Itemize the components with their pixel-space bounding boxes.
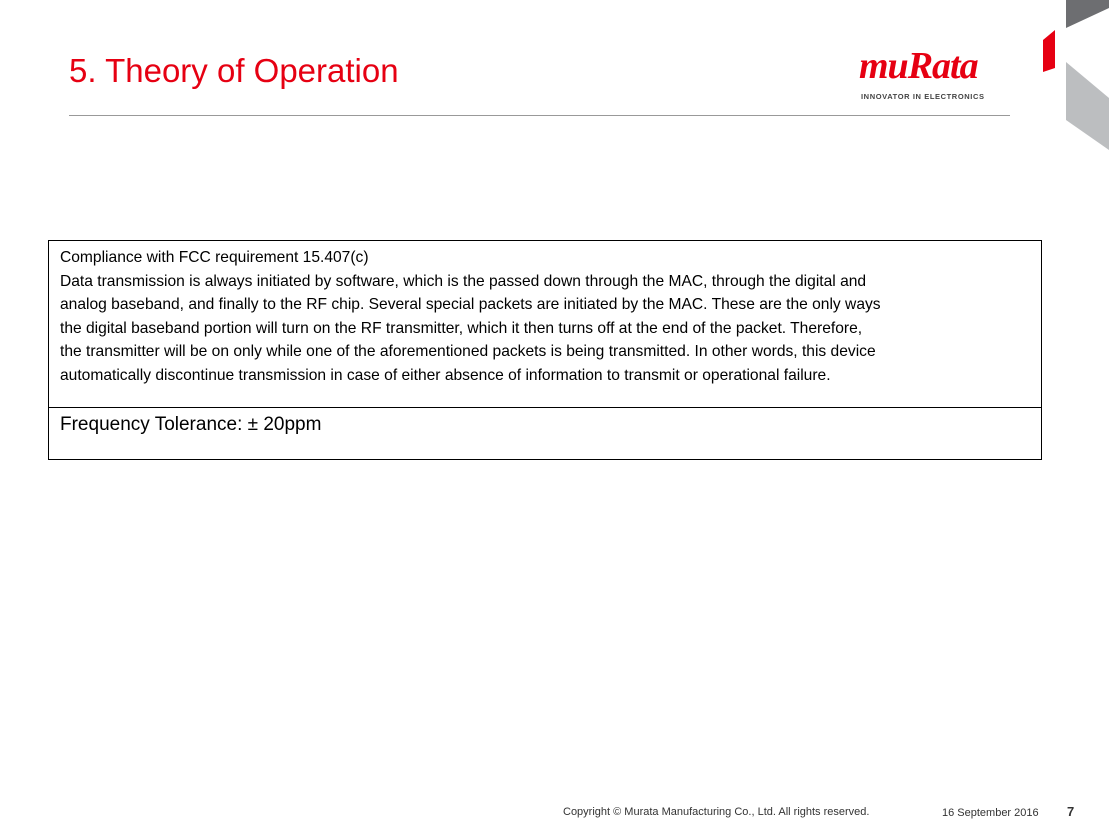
info-table: [48, 240, 1042, 460]
corner-shape-light: [1066, 62, 1109, 150]
logo-tagline: INNOVATOR IN ELECTRONICS: [861, 92, 985, 101]
corner-shape-red: [1043, 30, 1055, 72]
footer-date: 16 September 2016: [942, 807, 1039, 819]
compliance-line: Data transmission is always initiated by software, which is the passed down through the MAC, through the digital and: [60, 272, 867, 290]
slide-title: 5. Theory of Operation: [69, 52, 399, 89]
corner-shape-dark: [1066, 0, 1109, 28]
title-divider: [69, 115, 1010, 116]
compliance-cell: [49, 241, 1041, 408]
murata-logo: muRata: [859, 45, 978, 87]
frequency-tolerance-cell: Frequency Tolerance: ± 20ppm: [60, 414, 322, 435]
corner-decoration: [1039, 0, 1109, 150]
compliance-line: automatically discontinue transmission in case of either absence of information to transmit or operational failure.: [60, 366, 831, 384]
compliance-line: the transmitter will be on only while one of the aforementioned packets is being transmitted. In other words, this device: [60, 343, 876, 361]
compliance-line: the digital baseband portion will turn on the RF transmitter, which it then turns off at the end of the packet. Therefore,: [60, 319, 863, 337]
compliance-line: analog baseband, and finally to the RF chip. Several special packets are initiated by the MAC. These are the only ways: [60, 296, 881, 314]
page-number: 7: [1067, 804, 1075, 819]
footer-copyright: Copyright © Murata Manufacturing Co., Ltd. All rights reserved.: [563, 806, 870, 818]
compliance-heading: Compliance with FCC requirement 15.407(c): [60, 249, 369, 266]
